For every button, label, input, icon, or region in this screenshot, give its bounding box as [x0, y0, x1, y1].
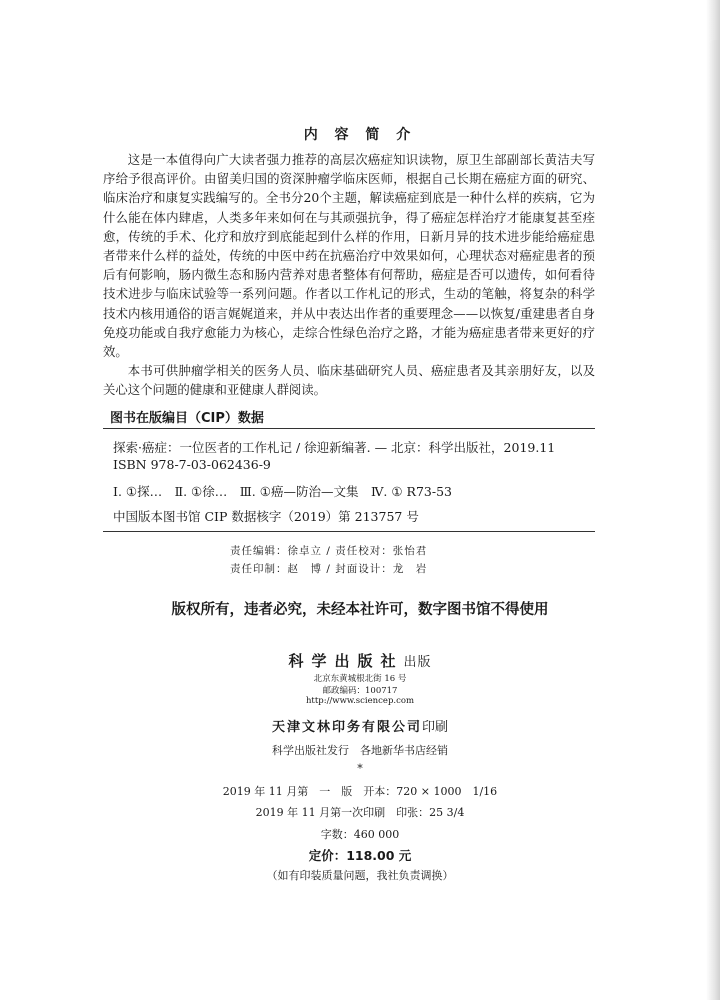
publisher-website: http://www.sciencep.com: [305, 696, 415, 706]
credits-editor-line: 责任编辑：徐卓立 / 责任校对：张怡君: [230, 545, 428, 557]
quality-note: （如有印装质量问题，我社负责调换）: [266, 869, 454, 882]
cip-title: 图书在版编目（CIP）数据: [110, 411, 264, 426]
printer-suffix: 印刷: [422, 720, 449, 735]
edition-line: 2019 年 11 月第 一 版 开本：720 × 1000 1/16: [222, 785, 498, 798]
publisher-name: 科学出版社: [288, 652, 404, 670]
publisher-postcode: 邮政编码：100717: [322, 686, 398, 696]
publisher-address: 北京东黄城根北街 16 号: [313, 674, 407, 684]
publisher-line: [0, 650, 720, 671]
credits-production-line: 责任印制：赵 博 / 封面设计：龙 岩: [230, 563, 428, 575]
word-count: 字数：460 000: [320, 828, 400, 841]
cip-bibliographic-line: 探索·癌症：一位医者的工作札记 / 徐迎新编著. — 北京：科学出版社，2019.11: [113, 440, 556, 455]
printing-line: 2019 年 11 月第一次印刷 印张：25 3/4: [255, 806, 465, 819]
summary-paragraph-2: 本书可供肿瘤学相关的医务人员、临床基础研究人员、癌症患者及其亲朋好友，以及关心这个问题的健康和亚健康人群阅读。: [103, 363, 595, 398]
printer-line: [0, 716, 720, 735]
cip-record-number: 中国版本图书馆 CIP 数据核字（2019）第 213757 号: [113, 509, 419, 524]
cip-top-rule: [103, 428, 595, 429]
printer-name: 天津文林印务有限公司: [271, 720, 422, 735]
separator-star: *: [357, 762, 363, 775]
distribution-line: 科学出版社发行 各地新华书店经销: [272, 744, 448, 757]
cip-classification: Ⅰ. ①探… Ⅱ. ①徐… Ⅲ. ①癌—防治—文集 Ⅳ. ① R73-53: [113, 484, 453, 499]
cip-bottom-rule: [103, 531, 595, 532]
publisher-suffix: 出版: [403, 655, 432, 670]
cip-isbn: ISBN 978-7-03-062436-9: [113, 457, 271, 472]
copyright-notice: 版权所有，违者必究，未经本社许可，数字图书馆不得使用: [171, 602, 549, 618]
summary-body: [103, 150, 595, 400]
price: 定价：118.00 元: [308, 848, 412, 863]
summary-title: 内 容 简 介: [303, 127, 417, 143]
summary-paragraph-1: 这是一本值得向广大读者强力推荐的高层次癌症知识读物，原卫生部副部长黄洁夫写序给予很高评价。由留美归国的资深肿瘤学临床医师，根据自己长期在癌症方面的研究、临床治疗和康复实践编写的。全书分20个主题，解读癌症到底是一种什么样的疾病，它为什么能在体内肆虐，人类多年来如何在与其顽强抗争，得了癌症怎样治疗才能康复甚至痊愈，传统的手术、化疗和放疗到底能起到什么样的作用，日新月异的技术进步能给癌症患者带来什么样的益处，传统的中医中药在抗癌治疗中效果如何，心理状态对癌症患者的预后有何影响，肠内微生态和肠内营养对患者整体有何帮助，癌症是否可以遗传，如何看待技术进步与临床试验等一系列问题。作者以工作札记的形式，生动的笔触，将复杂的科学技术内核用通俗的语言娓娓道来，并从中表达出作者的重要理念——以恢复/重建患者自身免疫功能或自我疗愈能力为核心，走综合性绿色治疗之路，才能为癌症患者带来更好的疗效。: [103, 152, 595, 360]
